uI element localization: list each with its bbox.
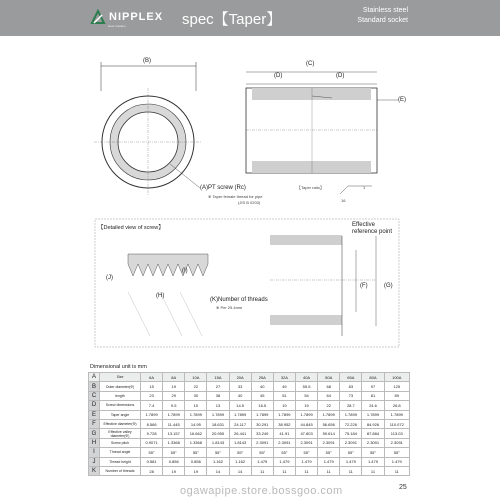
- table-cell: 64: [318, 391, 340, 400]
- table-cell: 9.5: [163, 401, 185, 410]
- table-cell: 15A: [207, 373, 229, 382]
- table-cell: 29: [163, 391, 185, 400]
- socket-front-view: [94, 62, 202, 196]
- table-cell: 100A: [384, 373, 409, 382]
- label-b: (B): [143, 58, 151, 64]
- table-cell: 55°: [207, 448, 229, 457]
- table-cell: 81: [362, 391, 384, 400]
- table-cell: 47.803: [295, 429, 317, 438]
- table-cell: 49: [273, 382, 295, 391]
- label-e: (E): [398, 97, 406, 103]
- table-cell: 1.7899: [185, 410, 207, 419]
- table-cell: 2.3091: [273, 438, 295, 447]
- table-cell: 19: [295, 401, 317, 410]
- row-letter: H: [89, 438, 100, 447]
- table-cell: 125: [384, 382, 409, 391]
- table-cell: 2.3091: [318, 438, 340, 447]
- table-cell: 55°: [273, 448, 295, 457]
- detail-title: 【Detailed view of screw】: [98, 225, 164, 231]
- table-cell: 1.479: [384, 457, 409, 466]
- table-cell: 75.184: [340, 429, 362, 438]
- table-cell: 23: [141, 391, 163, 400]
- row-letter: C: [89, 391, 100, 400]
- table-cell: 25A: [251, 373, 273, 382]
- table-cell: 28: [141, 466, 163, 475]
- table-cell: 1.8143: [207, 438, 229, 447]
- row-name: Screw dimensions: [100, 401, 141, 410]
- table-cell: 28.7: [340, 401, 362, 410]
- table-cell: 1.479: [251, 457, 273, 466]
- nipplex-logo-icon: [90, 9, 106, 25]
- header-subtitle: [357, 6, 408, 26]
- table-cell: 55.5: [295, 382, 317, 391]
- table-cell: 11.445: [163, 419, 185, 428]
- table-cell: 19: [273, 401, 295, 410]
- table-cell: 0.9071: [141, 438, 163, 447]
- table-cell: 26.441: [229, 429, 251, 438]
- table-cell: 19: [163, 382, 185, 391]
- label-g: (G): [384, 283, 393, 289]
- row-name: Outer diameter(Φ): [100, 382, 141, 391]
- table-row: [89, 401, 410, 410]
- table-cell: 1.8143: [229, 438, 251, 447]
- row-name: Effective diameter(Φ): [100, 419, 141, 428]
- table-cell: 1.3368: [185, 438, 207, 447]
- label-k: (K)Number of threads: [210, 297, 268, 303]
- label-k-note: ※ Per 25.4mm: [216, 305, 243, 310]
- table-row: [89, 410, 410, 419]
- label-i: (I): [182, 268, 188, 274]
- table-cell: 1.479: [362, 457, 384, 466]
- table-cell: 1.7899: [384, 410, 409, 419]
- table-cell: 14: [229, 466, 251, 475]
- table-cell: 14: [207, 466, 229, 475]
- table-cell: 55°: [163, 448, 185, 457]
- table-cell: 24.6: [362, 401, 384, 410]
- table-cell: 1.7899: [229, 410, 251, 419]
- table-cell: 55°: [229, 448, 251, 457]
- table-cell: 1.7899: [251, 410, 273, 419]
- table-caption: Dimensional unit is mm: [90, 364, 147, 370]
- table-cell: 6A: [141, 373, 163, 382]
- table-cell: 65A: [340, 373, 362, 382]
- table-cell: 10: [185, 401, 207, 410]
- table-row: [89, 466, 410, 475]
- table-cell: 1.7899: [295, 410, 317, 419]
- table-cell: 50A: [318, 373, 340, 382]
- table-cell: 84.926: [362, 419, 384, 428]
- table-cell: 41.91: [273, 429, 295, 438]
- table-cell: 55°: [295, 448, 317, 457]
- table-cell: 8.566: [141, 419, 163, 428]
- table-cell: 56.656: [318, 419, 340, 428]
- row-letter: E: [89, 410, 100, 419]
- table-cell: 55°: [384, 448, 409, 457]
- table-cell: 97: [362, 382, 384, 391]
- table-cell: 22: [318, 401, 340, 410]
- row-letter: B: [89, 382, 100, 391]
- table-cell: 11: [251, 466, 273, 475]
- taper-ratio-label: 【Taper ratio】: [297, 185, 324, 190]
- label-f: (F): [360, 283, 368, 289]
- table-row: [89, 438, 410, 447]
- table-cell: 113.03: [384, 429, 409, 438]
- table-cell: 89: [384, 391, 409, 400]
- table-cell: 11: [362, 466, 384, 475]
- subtitle-material: Stainless steel: [362, 7, 408, 14]
- table-cell: 54: [295, 391, 317, 400]
- table-cell: 55°: [318, 448, 340, 457]
- table-cell: 1.7899: [362, 410, 384, 419]
- table-cell: 55°: [185, 448, 207, 457]
- table-cell: 11: [295, 466, 317, 475]
- table-cell: 18.631: [207, 419, 229, 428]
- row-name: Number of threads: [100, 466, 141, 475]
- row-name: Taper angle: [100, 410, 141, 419]
- effective-reference-2: reference point: [352, 229, 393, 235]
- table-cell: 38: [207, 391, 229, 400]
- note-taper-thread: ※ Taper female thread for pipe: [208, 194, 263, 199]
- page-number: 25: [399, 484, 407, 491]
- table-cell: 1.7899: [318, 410, 340, 419]
- table-cell: 16.5: [251, 401, 273, 410]
- table-cell: 1.7899: [163, 410, 185, 419]
- table-cell: 0.581: [141, 457, 163, 466]
- table-cell: 1.7899: [273, 410, 295, 419]
- table-cell: 14.5: [229, 401, 251, 410]
- brand-name: NIPPLEX: [109, 11, 164, 23]
- table-cell: 11: [273, 466, 295, 475]
- screw-detail-view: [95, 219, 399, 347]
- table-row: [89, 429, 410, 438]
- row-name: Thread angle: [100, 448, 141, 457]
- label-d-left: (D): [274, 73, 283, 79]
- table-cell: 11: [384, 466, 409, 475]
- table-cell: 80A: [362, 373, 384, 382]
- table-cell: 2.3091: [340, 438, 362, 447]
- table-cell: 1.7899: [141, 410, 163, 419]
- table-cell: 1.7899: [207, 410, 229, 419]
- label-c: (C): [306, 61, 315, 67]
- table-cell: 19: [185, 466, 207, 475]
- row-letter: J: [89, 457, 100, 466]
- table-cell: 30.291: [251, 419, 273, 428]
- table-cell: 20.955: [207, 429, 229, 438]
- page-header: [0, 0, 500, 36]
- table-cell: 24.117: [229, 419, 251, 428]
- table-cell: 13: [207, 401, 229, 410]
- table-cell: 40: [229, 391, 251, 400]
- table-cell: 0.856: [185, 457, 207, 466]
- table-cell: 10A: [185, 373, 207, 382]
- table-cell: 44.845: [295, 419, 317, 428]
- table-cell: 32A: [273, 373, 295, 382]
- page-title: spec【Taper】: [182, 11, 282, 28]
- table-cell: 1.479: [295, 457, 317, 466]
- table-cell: 26.8: [384, 401, 409, 410]
- table-cell: 7.4: [141, 401, 163, 410]
- row-name: length: [100, 391, 141, 400]
- table-cell: 2.3091: [384, 438, 409, 447]
- table-cell: 1.162: [207, 457, 229, 466]
- table-row: [89, 448, 410, 457]
- table-cell: 1.479: [273, 457, 295, 466]
- table-cell: 40A: [295, 373, 317, 382]
- label-d-right: (D): [336, 73, 345, 79]
- row-letter: D: [89, 401, 100, 410]
- table-cell: 33: [229, 382, 251, 391]
- brand-logo: [90, 9, 163, 25]
- table-cell: 45: [251, 391, 273, 400]
- table-cell: 55°: [251, 448, 273, 457]
- note-jis: (JIS B 0203): [238, 200, 261, 205]
- table-cell: 1.3368: [163, 438, 185, 447]
- taper-ratio-sixteen: 16: [341, 198, 346, 203]
- subtitle-type: Standard socket: [357, 17, 408, 24]
- row-letter: G: [89, 429, 100, 438]
- table-cell: 30: [185, 391, 207, 400]
- table-cell: 19: [163, 466, 185, 475]
- table-row: [89, 382, 410, 391]
- table-cell: 110.072: [384, 419, 409, 428]
- table-cell: 2.3091: [295, 438, 317, 447]
- table-cell: 15: [141, 382, 163, 391]
- table-cell: 83: [340, 382, 362, 391]
- table-cell: 33.249: [251, 429, 273, 438]
- row-letter: I: [89, 448, 100, 457]
- table-row: [89, 391, 410, 400]
- table-cell: 55°: [340, 448, 362, 457]
- table-cell: 73: [340, 391, 362, 400]
- effective-reference-1: Effective: [352, 222, 375, 228]
- row-name: Size: [100, 373, 141, 382]
- table-cell: 1.162: [229, 457, 251, 466]
- label-j: (J): [106, 275, 113, 281]
- row-letter: K: [89, 466, 100, 475]
- table-cell: 27: [207, 382, 229, 391]
- table-cell: 11: [318, 466, 340, 475]
- row-letter: A: [89, 373, 100, 382]
- table-cell: 55°: [362, 448, 384, 457]
- table-cell: 20A: [229, 373, 251, 382]
- table-cell: 40: [251, 382, 273, 391]
- table-cell: 72.226: [340, 419, 362, 428]
- table-row: [89, 419, 410, 428]
- table-row: [89, 373, 410, 382]
- table-cell: 22: [185, 382, 207, 391]
- table-cell: 11: [340, 466, 362, 475]
- table-cell: 0.856: [163, 457, 185, 466]
- socket-side-view: [246, 72, 398, 194]
- row-name: Screw pitch: [100, 438, 141, 447]
- table-cell: 68: [318, 382, 340, 391]
- table-cell: 16.662: [185, 429, 207, 438]
- row-letter: F: [89, 419, 100, 428]
- dimension-table: [88, 372, 410, 476]
- table-cell: 9.728: [141, 429, 163, 438]
- table-cell: 38.952: [273, 419, 295, 428]
- taper-ratio-one: 1: [363, 185, 366, 190]
- table-cell: 14.95: [185, 419, 207, 428]
- table-cell: 13.157: [163, 429, 185, 438]
- table-cell: 59.614: [318, 429, 340, 438]
- watermark: ogawapipe.store.bossgoo.com: [180, 485, 343, 497]
- brand-tagline: steel mastery: [108, 24, 126, 28]
- table-cell: 2.3091: [251, 438, 273, 447]
- table-cell: 1.479: [340, 457, 362, 466]
- table-cell: 51: [273, 391, 295, 400]
- table-cell: 8A: [163, 373, 185, 382]
- table-cell: 55°: [141, 448, 163, 457]
- row-name: Thread height: [100, 457, 141, 466]
- label-a-pt-screw: (A)PT screw (Rc): [200, 185, 246, 191]
- table-cell: 87.884: [362, 429, 384, 438]
- table-row: [89, 457, 410, 466]
- table-cell: 2.3091: [362, 438, 384, 447]
- table-cell: 1.7899: [340, 410, 362, 419]
- table-cell: 1.479: [318, 457, 340, 466]
- row-name: Effective valley diameter(Φ): [100, 429, 141, 438]
- label-h: (H): [156, 293, 165, 299]
